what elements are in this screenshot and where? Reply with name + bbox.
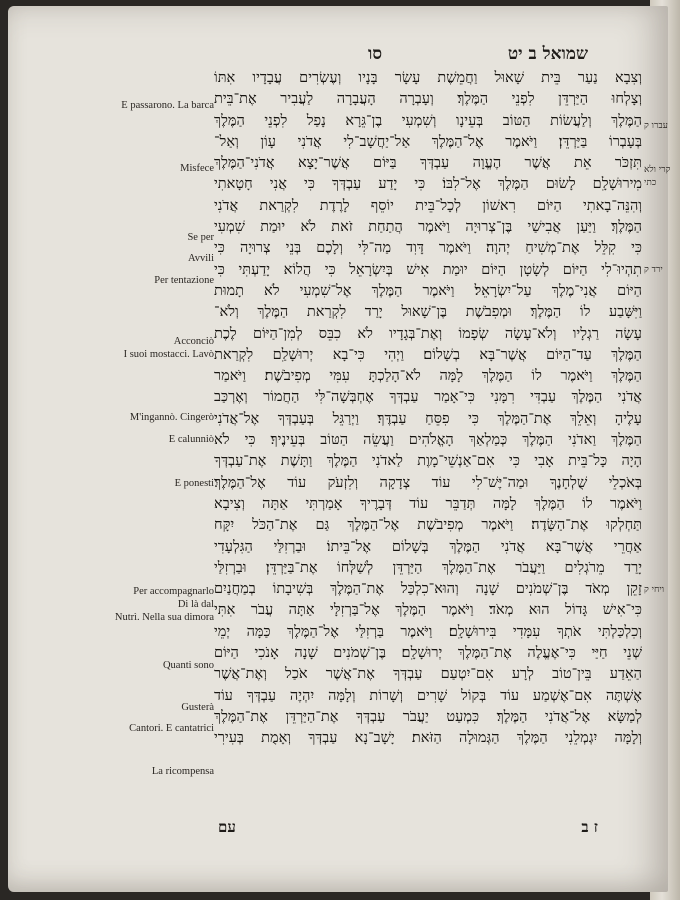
text-line: אַחֲרֵי אֲשֶׁר־בָּא אֲדֹנִי הַמֶּלֶךְ בְּשָׁלוֹם אֶל־בֵּיתוֹ׃ וּבַרְזִלַּי הַגִּלְעָדִי	[214, 538, 642, 555]
margin-note: Gusterà	[181, 702, 214, 713]
margin-note: E ponesti	[174, 478, 214, 489]
text-line: הַיּוֹם אֲנִי־מֶלֶךְ עַל־יִשְׂרָאֵל׃ וַיֹּאמֶר הַמֶּלֶךְ אֶל־שִׁמְעִי לֹא תָמוּת	[214, 282, 642, 299]
text-line: וְצִבָא נַעַר בֵּית שָׁאוּל וַחֲמֵשֶׁת עָשָׂר בָּנָיו וְעֶשְׂרִים עֲבָדָיו אִתּוֹ	[214, 70, 642, 86]
margin-note: Misfece	[180, 163, 214, 174]
text-line: וְצָלְחוּ הַיַּרְדֵּן לִפְנֵי הַמֶּלֶךְ׃ וְעָבְרָה הָעֲבָרָה לַעֲבִיר אֶת־בֵּית	[214, 91, 642, 108]
catchword: עם	[218, 818, 236, 836]
right-margin-note: עברו ק	[644, 121, 668, 131]
right-margin-note: כתי	[644, 178, 657, 188]
text-line: אֶשְׁתֶּה אִם־אֶשְׁמַע עוֹד בְּקוֹל שָׁרִים וְשָׁרוֹת וְלָמָּה יִהְיֶה עַבְדְּךָ עוֹד	[214, 687, 642, 704]
margin-note: M'ingannò. Cingerò	[129, 412, 214, 423]
text-line: בְּאֹכְלֵי שֻׁלְחָנֶךָ וּמַה־יֶּשׁ־לִי עוֹד צְדָקָה וְלִזְעֹק עוֹד אֶל־הַמֶּלֶךְ׃	[214, 474, 642, 491]
text-line: בְּעָבְרוֹ בַּיַּרְדֵּן׃ וַיֹּאמֶר אֶל־הַמֶּלֶךְ אַל־יַחֲשָׁב־לִי אֲדֹנִי עָוֹן וְאַל־	[214, 133, 642, 150]
text-line: עָשָׂה רַגְלָיו וְלֹא־עָשָׂה שְׂפָמוֹ וְאֶת־בְּגָדָיו לֹא כִבֵּס לְמִן־הַיּוֹם לֶכֶת	[214, 325, 642, 342]
text-line: הַמֶּלֶךְ׃ וַיַּעַן אֲבִישַׁי בֶּן־צְרוּיָה וַיֹּאמֶר הֲתַחַת זֹאת לֹא יוּמַת שִׁמְעִי	[214, 219, 642, 236]
text-line: יָרַד מֵרֹגְלִים וַיַּעֲבֹר אֶת־הַמֶּלֶךְ הַיַּרְדֵּן לְשַׁלְּחוֹ אֶת־בַּיַּרְדֵּן׃ וּבַרְזִלַּי	[214, 559, 642, 576]
text-line: אֲדֹנִי הַמֶּלֶךְ עַבְדִּי רִמָּנִי כִּי־אָמַר עַבְדְּךָ אֶחְבְּשָׁה־לִּי הַחֲמוֹר וְאֶרְכַּב	[214, 389, 642, 406]
text-line: הַמֶּלֶךְ וַאדֹנִי הַמֶּלֶךְ כְּמַלְאַךְ הָאֱלֹהִים וַעֲשֵׂה הַטּוֹב בְּעֵינֶיךָ׃ כִּי לֹא	[214, 432, 642, 449]
margin-note: E passarono. La barca	[121, 100, 214, 111]
text-line: וַיִּשָּׁבַע לוֹ הַמֶּלֶךְ׃ וּמְפִבֹשֶׁת בֶּן־שָׁאוּל יָרַד לִקְרַאת הַמֶּלֶךְ וְלֹא־	[214, 304, 642, 321]
text-line: וְהִנֵּה־בָאתִי הַיּוֹם רִאשׁוֹן לְכָל־בֵּית יוֹסֵף לָרֶדֶת לִקְרַאת אֲדֹנִי	[214, 197, 642, 214]
page-footer	[218, 818, 598, 837]
text-line: הַאֵדַע בֵּין־טוֹב לְרָע אִם־יִטְעַם עַבְדְּךָ אֶת־אֲשֶׁר אֹכַל וְאֶת־אֲשֶׁר	[214, 666, 642, 683]
page-number: סו	[368, 44, 383, 64]
margin-note: Di là dal	[177, 599, 214, 610]
main-text-block	[214, 68, 642, 750]
margin-note: Per tentazione	[154, 275, 214, 286]
margin-note: Avvili	[187, 253, 214, 264]
margin-note: E calunniò	[168, 434, 214, 445]
text-line: הָיָה כָּל־בֵּית אָבִי כִּי אִם־אַנְשֵׁי־מָוֶת לַאדֹנִי הַמֶּלֶךְ וַתָּשֶׁת אֶת־עַבְדְּךָ	[214, 453, 642, 470]
text-line: זָקֵן מְאֹד בֶּן־שְׁמֹנִים שָׁנָה וְהוּא־כִלְכַּל אֶת־הַמֶּלֶךְ בְּשִׁיבָתוֹ בְמַחֲנַיִם	[214, 581, 642, 598]
text-line: וַיֹּאמֶר לוֹ הַמֶּלֶךְ לָמָּה תְּדַבֵּר עוֹד דְּבָרֶיךָ אָמַרְתִּי אַתָּה וְצִיבָא	[214, 495, 642, 512]
text-line: תִּזְכֹּר אֵת אֲשֶׁר הֶעֱוָה עַבְדְּךָ בַּיּוֹם אֲשֶׁר־יָצָא אֲדֹנִי־הַמֶּלֶךְ	[214, 155, 642, 172]
text-line: וְלָמָּה יִגְמְלֵנִי הַמֶּלֶךְ הַגְּמוּלָה הַזֹּאת׃ יָשָׁב־נָא עַבְדְּךָ וְאָמֻת בְּעִירִי	[214, 730, 642, 747]
signature-mark: ז ב	[581, 818, 598, 836]
right-margin-note: ויחי ק	[644, 585, 665, 595]
margin-note: La ricompensa	[151, 766, 214, 777]
text-line: הַמֶּלֶךְ עַד־הַיּוֹם אֲשֶׁר־בָּא בְשָׁלוֹם׃ וַיְהִי כִּי־בָא יְרוּשָׁלַ͏ִם לִקְרַאת	[214, 346, 642, 363]
running-head-title: שמואל ב יט	[507, 44, 588, 64]
right-margin-note: ירד ק	[644, 265, 663, 275]
margin-note: I suoi mostacci. Lavò	[123, 349, 214, 360]
text-line: כִּי קִלֵּל אֶת־מְשִׁיחַ יְהוָה׃ וַיֹּאמֶר דָּוִד מַה־לִּי וְלָכֶם בְּנֵי צְרוּיָה כִּי	[214, 240, 642, 257]
right-margin-note: קרי ולא	[644, 165, 671, 175]
text-line: עָלֶיהָ וְאֵלֵךְ אֶת־הַמֶּלֶךְ כִּי פִסֵּחַ עַבְדֶּךָ׃ וַיְרַגֵּל בְּעַבְדְּךָ אֶל־אֲדֹנִי	[214, 410, 642, 427]
text-line: תַּחְלְקוּ אֶת־הַשָּׂדֶה׃ וַיֹּאמֶר מְפִיבֹשֶׁת אֶל־הַמֶּלֶךְ גַּם אֶת־הַכֹּל יִקָּח	[214, 517, 642, 534]
text-line: הַמֶּלֶךְ וַיֹּאמֶר לוֹ הַמֶּלֶךְ לָמָּה לֹא־הָלַכְתָּ עִמִּי מְפִיבֹשֶׁת׃ וַיֹּאמַר	[214, 368, 642, 385]
text-line: וְכִלְכַּלְתִּי אֹתְךָ עִמָּדִי בִּירוּשָׁלָ͏ִם׃ וַיֹּאמֶר בַּרְזִלַּי אֶל־הַמֶּלֶךְ כַּמָּה יְמֵי	[214, 623, 642, 640]
margin-note: Per accompagnarlo	[133, 586, 214, 597]
text-line: מִירוּשָׁלָ͏ִם לָשׂוּם הַמֶּלֶךְ אֶל־לִבּוֹ׃ כִּי יָדַע עַבְדְּךָ כִּי אֲנִי חָטָאתִי	[214, 176, 642, 193]
text-line: כִּי־אִישׁ גָּדוֹל הוּא מְאֹד׃ וַיֹּאמֶר הַמֶּלֶךְ אֶל־בַּרְזִלָּי אַתָּה עֲבֹר אִתִּי	[214, 602, 642, 619]
text-line: לְמַשָּׂא אֶל־אֲדֹנִי הַמֶּלֶךְ׃ כִּמְעַט יַעֲבֹר עַבְדְּךָ אֶת־הַיַּרְדֵּן אֶת־הַמֶּלֶךְ	[214, 708, 642, 725]
text-line: הַמֶּלֶךְ וְלַעֲשׂוֹת הַטּוֹב בְּעֵינָו וְשִׁמְעִי בֶן־גֵּרָא נָפַל לִפְנֵי הַמֶּלֶךְ	[214, 112, 642, 129]
text-line: תִהְיוּ־לִי הַיּוֹם לְשָׂטָן הַיּוֹם יוּמַת אִישׁ בְּיִשְׂרָאֵל כִּי הֲלוֹא יָדַעְתִּי כִּי	[214, 261, 642, 278]
text-line: שְׁנֵי חַיַּי כִּי־אֶעֱלֶה אֶת־הַמֶּלֶךְ יְרוּשָׁלָ͏ִם׃ בֶּן־שְׁמֹנִים שָׁנָה אָנֹכִי הַיּוֹם	[214, 645, 642, 662]
margin-note: Nutrì. Nella sua dimora	[114, 612, 214, 623]
margin-note: Cantori. E cantatrici	[129, 723, 214, 734]
margin-note: Se per	[187, 232, 214, 243]
book-page	[8, 6, 671, 892]
margin-note: Quanti sono	[162, 660, 214, 671]
margin-note: Acconciò	[173, 336, 214, 347]
running-head	[368, 44, 588, 64]
